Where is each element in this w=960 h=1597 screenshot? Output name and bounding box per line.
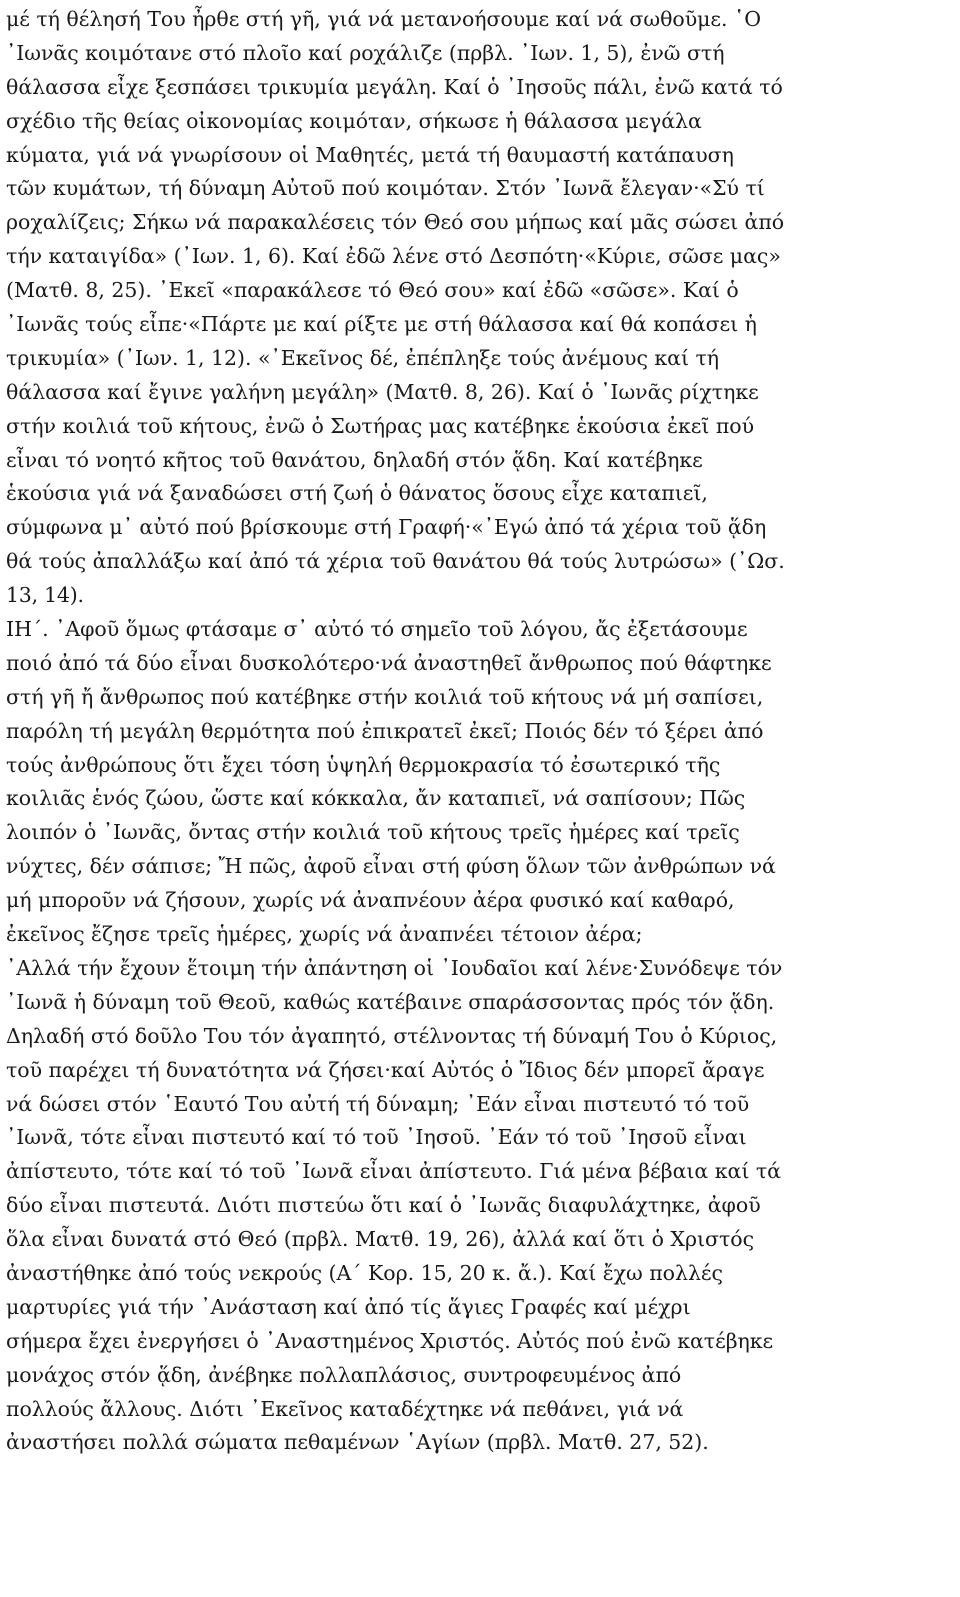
text-line: 13, 14). bbox=[6, 583, 84, 608]
text-line: Δηλαδή στό δοῦλο Του τόν ἀγαπητό, στέλνοντας τή δύναμή Του ὁ Κύριος, bbox=[6, 1023, 778, 1048]
text-line: δύο εἶναι πιστευτά. Διότι πιστεύω ὅτι καί ὁ ᾿Ιωνᾶς διαφυλάχτηκε, ἀφοῦ bbox=[6, 1193, 761, 1218]
text-line: ἀναστήθηκε ἀπό τούς νεκρούς (Α΄ Κορ. 15, 20 κ. ἄ.). Καί ἔχω πολλές bbox=[6, 1260, 723, 1285]
text-line: κύματα, γιά νά γνωρίσουν οἱ Μαθητές, μετά τή θαυμαστή κατάπαυση bbox=[6, 142, 734, 167]
text-line: ἀναστήσει πολλά σώματα πεθαμένων ῾Αγίων (πρβλ. Ματθ. 27, 52). bbox=[6, 1430, 709, 1455]
text-line: ᾿Ιωνᾶς τούς εἶπε·«Πάρτε με καί ρίξτε με στή θάλασσα καί θά κοπάσει ἡ bbox=[6, 312, 757, 337]
text-line: ᾿Ιωνᾶ ἡ δύναμη τοῦ Θεοῦ, καθώς κατέβαινε σπαράσσοντας πρός τόν ᾅδη. bbox=[6, 989, 775, 1014]
text-line: παρόλη τή μεγάλη θερμότητα πού ἐπικρατεῖ ἐκεῖ; Ποιός δέν τό ξέρει ἀπό bbox=[6, 718, 764, 743]
text-line: τούς ἀνθρώπους ὅτι ἔχει τόση ὑψηλή θερμοκρασία τό ἐσωτερικό τῆς bbox=[6, 752, 721, 777]
text-line: θάλασσα εἶχε ξεσπάσει τρικυμία μεγάλη. Καί ὁ ᾿Ιησοῦς πάλι, ἐνῶ κατά τό bbox=[6, 74, 783, 99]
text-line: μονάχος στόν ᾅδη, ἀνέβηκε πολλαπλάσιος, συντροφευμένος ἀπό bbox=[6, 1362, 682, 1387]
text-line: εἶναι τό νοητό κῆτος τοῦ θανάτου, δηλαδή στόν ᾅδη. Καί κατέβηκε bbox=[6, 447, 703, 472]
text-line: ὅλα εἶναι δυνατά στό Θεό (πρβλ. Ματθ. 19, 26), ἀλλά καί ὅτι ὁ Χριστός bbox=[6, 1227, 755, 1252]
text-line: στήν κοιλιά τοῦ κήτους, ἐνῶ ὁ Σωτήρας μας κατέβηκε ἑκούσια ἐκεῖ πού bbox=[6, 413, 755, 438]
text-line: ΙΗ΄. ᾿Αφοῦ ὅμως φτάσαμε σ᾿ αὐτό τό σημεῖο τοῦ λόγου, ἄς ἐξετάσουμε bbox=[6, 617, 748, 642]
document-page bbox=[6, 3, 956, 1460]
text-line: ᾿Ιωνᾶς κοιμότανε στό πλοῖο καί ροχάλιζε (πρβλ. ᾿Ιων. 1, 5), ἐνῶ στή bbox=[6, 40, 725, 65]
text-line: τοῦ παρέχει τή δυνατότητα νά ζήσει·καί Αὐτός ὁ Ἴδιος δέν μπορεῖ ἄραγε bbox=[6, 1057, 765, 1082]
text-line: ᾿Αλλά τήν ἔχουν ἕτοιμη τήν ἀπάντηση οἱ ᾿Ιουδαῖοι καί λένε·Συνόδεψε τόν bbox=[6, 955, 783, 980]
text-line: θά τούς ἀπαλλάξω καί ἀπό τά χέρια τοῦ θανάτου θά τούς λυτρώσω» (᾿Ωσ. bbox=[6, 549, 785, 574]
text-line: ἑκούσια γιά νά ξαναδώσει στή ζωή ὁ θάνατος ὅσους εἶχε καταπιεῖ, bbox=[6, 481, 708, 506]
text-line: ροχαλίζεις; Σήκω νά παρακαλέσεις τόν Θεό σου μήπως καί μᾶς σώσει ἀπό bbox=[6, 210, 785, 235]
text-line: μή μποροῦν νά ζήσουν, χωρίς νά ἀναπνέουν ἀέρα φυσικό καί καθαρό, bbox=[6, 888, 735, 913]
text-line: μαρτυρίες γιά τήν ᾿Ανάσταση καί ἀπό τίς ἅγιες Γραφές καί μέχρι bbox=[6, 1294, 691, 1319]
text-line: μέ τή θέλησή Του ἦρθε στή γῆ, γιά νά μετανοήσουμε καί νά σωθοῦμε. ῾Ο bbox=[6, 7, 761, 31]
text-line: τῶν κυμάτων, τή δύναμη Αὐτοῦ πού κοιμόταν. Στόν ᾿Ιωνᾶ ἔλεγαν·«Σύ τί bbox=[6, 176, 765, 201]
text-line: ἐκεῖνος ἔζησε τρεῖς ἡμέρες, χωρίς νά ἀναπνέει τέτοιον ἀέρα; bbox=[6, 922, 643, 947]
text-line: (Ματθ. 8, 25). ᾿Εκεῖ «παρακάλεσε τό Θεό σου» καί ἐδῶ «σῶσε». Καί ὁ bbox=[6, 278, 739, 303]
text-line: ἀπίστευτο, τότε καί τό τοῦ ᾿Ιωνᾶ εἶναι ἀπίστευτο. Γιά μένα βέβαια καί τά bbox=[6, 1159, 781, 1184]
text-line: νύχτες, δέν σάπισε; Ἤ πῶς, ἀφοῦ εἶναι στή φύση ὅλων τῶν ἀνθρώπων νά bbox=[6, 854, 776, 879]
text-line: στή γῆ ἤ ἄνθρωπος πού κατέβηκε στήν κοιλιά τοῦ κήτους νά μή σαπίσει, bbox=[6, 684, 764, 709]
text-line: σήμερα ἔχει ἐνεργήσει ὁ ᾿Αναστημένος Χριστός. Αὐτός πού ἐνῶ κατέβηκε bbox=[6, 1328, 774, 1353]
text-line: σχέδιο τῆς θείας οἰκονομίας κοιμόταν, σήκωσε ἡ θάλασσα μεγάλα bbox=[6, 108, 702, 133]
text-line: πολλούς ἄλλους. Διότι ᾿Εκεῖνος καταδέχτηκε νά πεθάνει, γιά νά bbox=[6, 1396, 684, 1421]
text-line: κοιλιᾶς ἑνός ζώου, ὥστε καί κόκκαλα, ἄν καταπιεῖ, νά σαπίσουν; Πῶς bbox=[6, 786, 746, 811]
text-line: ᾿Ιωνᾶ, τότε εἶναι πιστευτό καί τό τοῦ ᾿Ιησοῦ. ᾿Εάν τό τοῦ ᾿Ιησοῦ εἶναι bbox=[6, 1125, 747, 1150]
text-line: νά δώσει στόν ῾Εαυτό Του αὐτή τή δύναμη; ᾿Εάν εἶναι πιστευτό τό τοῦ bbox=[6, 1091, 750, 1116]
text-line: ποιό ἀπό τά δύο εἶναι δυσκολότερο·νά ἀναστηθεῖ ἄνθρωπος πού θάφτηκε bbox=[6, 650, 772, 675]
text-line: τήν καταιγίδα» (᾿Ιων. 1, 6). Καί ἐδῶ λένε στό Δεσπότη·«Κύριε, σῶσε μας» bbox=[6, 244, 781, 269]
text-line: λοιπόν ὁ ᾿Ιωνᾶς, ὄντας στήν κοιλιά τοῦ κήτους τρεῖς ἡμέρες καί τρεῖς bbox=[6, 820, 740, 845]
text-line: σύμφωνα μ᾿ αὐτό πού βρίσκουμε στή Γραφή·«᾿Εγώ ἀπό τά χέρια τοῦ ᾅδη bbox=[6, 515, 767, 540]
text-line: τρικυμία» (᾿Ιων. 1, 12). «᾿Εκεῖνος δέ, ἐπέπληξε τούς ἀνέμους καί τή bbox=[6, 345, 720, 370]
text-line: θάλασσα καί ἔγινε γαλήνη μεγάλη» (Ματθ. 8, 26). Καί ὁ ᾿Ιωνᾶς ρίχτηκε bbox=[6, 379, 759, 404]
